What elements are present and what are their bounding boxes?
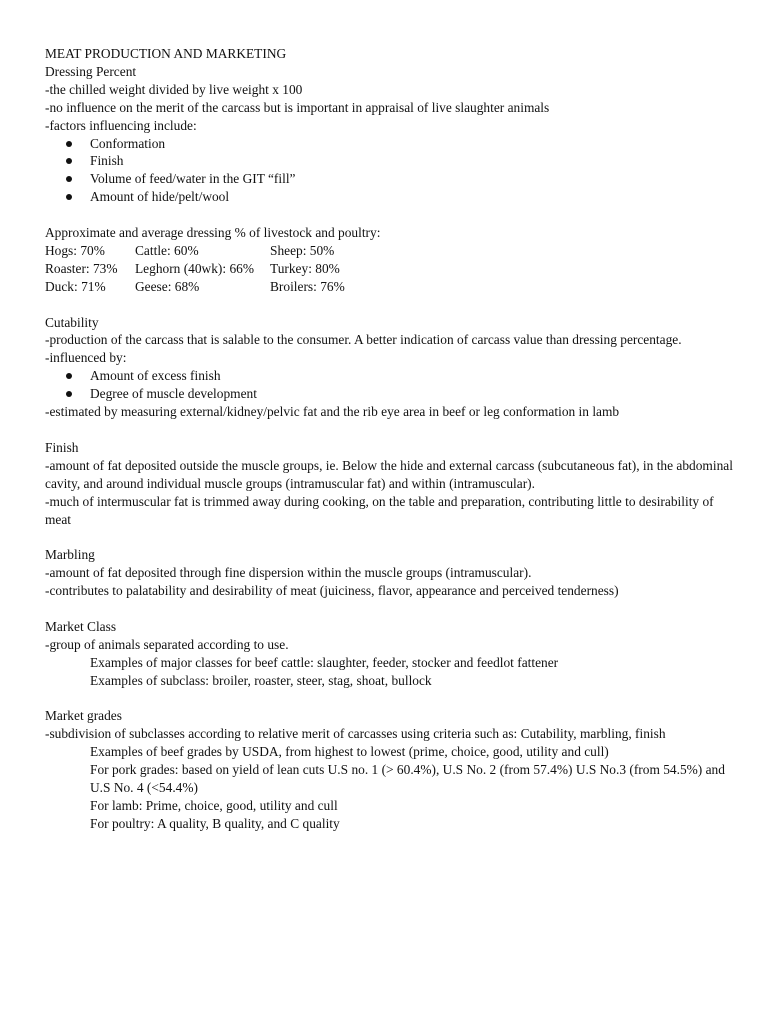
dressing-table-intro: Approximate and average dressing % of livestock and poultry: (45, 225, 381, 241)
dressing-table (45, 242, 345, 296)
document-title: MEAT PRODUCTION AND MARKETING (45, 46, 287, 61)
list-item: Finish (45, 152, 735, 170)
finish-paragraph: -amount of fat deposited outside the muscle groups, ie. Below the hide and external carcass (subcutaneous fat), in the abdominal cavity, and around individual muscle groups (intramuscular fat) and within (intramuscular). (45, 457, 733, 491)
table-row (45, 242, 345, 260)
list-item: Volume of feed/water in the GIT “fill” (45, 170, 735, 188)
dressing-heading: Dressing Percent (45, 63, 137, 79)
table-row (45, 278, 345, 296)
document-page (45, 45, 735, 833)
table-cell: Cattle: 60% (135, 242, 199, 258)
market-grades-line: -subdivision of subclasses according to relative merit of carcasses using criteria such as: Cutability, marbling, finish (45, 726, 666, 742)
bullet-icon (66, 141, 72, 147)
list-item: Degree of muscle development (45, 385, 735, 403)
market-class-example: Examples of major classes for beef cattle: slaughter, feeder, stocker and feedlot fattener (90, 654, 559, 670)
bullet-icon (66, 194, 72, 200)
finish-paragraph: -much of intermuscular fat is trimmed away during cooking, on the table and preparation, contributing little to desirability of meat (45, 493, 714, 527)
table-cell: Turkey: 80% (270, 260, 340, 276)
cutability-line: -production of the carcass that is salable to the consumer. A better indication of carcass value than dressing percentage. (45, 332, 682, 348)
dressing-factors-list (45, 135, 735, 207)
table-cell: Hogs: 70% (45, 242, 105, 258)
market-class-heading: Market Class (45, 618, 117, 634)
market-grades-example: For poultry: A quality, B quality, and C quality (90, 815, 340, 831)
table-cell: Sheep: 50% (270, 242, 335, 258)
list-item: Amount of excess finish (45, 367, 735, 385)
marbling-line: -amount of fat deposited through fine dispersion within the muscle groups (intramuscular). (45, 565, 532, 581)
bullet-icon (66, 176, 72, 182)
bullet-icon (66, 158, 72, 164)
table-cell: Duck: 71% (45, 278, 106, 294)
market-grades-example: Examples of beef grades by USDA, from highest to lowest (prime, choice, good, utility and cull) (90, 744, 609, 760)
table-row (45, 260, 345, 278)
table-cell: Leghorn (40wk): 66% (135, 260, 254, 276)
table-cell: Roaster: 73% (45, 260, 118, 276)
market-grades-example: For pork grades: based on yield of lean cuts U.S no. 1 (> 60.4%), U.S No. 2 (from 57.4%) U.S No.3 (from 54.5%) and U.S No. 4 (<54.4%) (90, 762, 725, 796)
list-item: Amount of hide/pelt/wool (45, 188, 735, 206)
bullet-icon (66, 373, 72, 379)
table-cell: Broilers: 76% (270, 278, 345, 294)
cutability-heading: Cutability (45, 314, 99, 330)
finish-heading: Finish (45, 439, 79, 455)
marbling-line: -contributes to palatability and desirability of meat (juiciness, flavor, appearance and perceived tenderness) (45, 583, 619, 599)
list-item: Conformation (45, 135, 735, 153)
table-cell: Geese: 68% (135, 278, 200, 294)
marbling-heading: Marbling (45, 547, 95, 563)
dressing-line: -factors influencing include: (45, 117, 197, 133)
market-class-line: -group of animals separated according to use. (45, 636, 289, 652)
market-grades-heading: Market grades (45, 708, 122, 724)
bullet-icon (66, 391, 72, 397)
dressing-line: -no influence on the merit of the carcass but is important in appraisal of live slaughter animals (45, 99, 550, 115)
market-class-example: Examples of subclass: broiler, roaster, steer, stag, shoat, bullock (90, 672, 432, 688)
cutability-factors-list (45, 367, 735, 403)
cutability-line: -influenced by: (45, 350, 127, 366)
market-grades-example: For lamb: Prime, choice, good, utility and cull (90, 797, 338, 813)
dressing-line: -the chilled weight divided by live weight x 100 (45, 81, 303, 97)
cutability-line: -estimated by measuring external/kidney/pelvic fat and the rib eye area in beef or leg conformation in lamb (45, 404, 620, 420)
